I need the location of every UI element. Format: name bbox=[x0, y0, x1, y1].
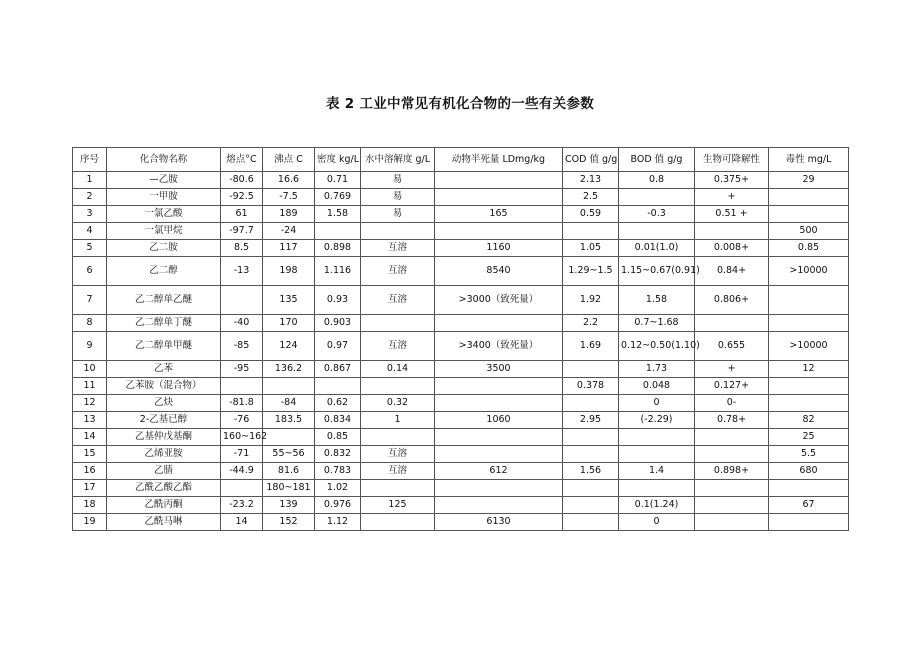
cell-density: 0.93 bbox=[315, 286, 361, 315]
cell-bod: 1.15~0.67(0.91) bbox=[619, 257, 695, 286]
table-row bbox=[73, 412, 849, 429]
cell-boiling-point: -24 bbox=[263, 223, 315, 240]
cell-bod: 0.12~0.50(1.10) bbox=[619, 332, 695, 361]
cell-index: 3 bbox=[73, 206, 107, 223]
cell-cod: 1.29~1.5 bbox=[563, 257, 619, 286]
cell-water-solubility bbox=[361, 223, 435, 240]
cell-bod: 0.1(1.24) bbox=[619, 497, 695, 514]
cell-compound-name: 乙酰马啉 bbox=[107, 514, 221, 531]
cell-ld50: >3000（致死量） bbox=[435, 286, 563, 315]
cell-index: 7 bbox=[73, 286, 107, 315]
cell-biodegradability: 0.008+ bbox=[695, 240, 769, 257]
cell-cod bbox=[563, 395, 619, 412]
cell-compound-name: 乙二醇单丁醚 bbox=[107, 315, 221, 332]
cell-cod: 1.05 bbox=[563, 240, 619, 257]
cell-index: 9 bbox=[73, 332, 107, 361]
cell-toxicity: 67 bbox=[769, 497, 849, 514]
cell-index: 5 bbox=[73, 240, 107, 257]
cell-ld50: 3500 bbox=[435, 361, 563, 378]
header-compound-name: 化合物名称 bbox=[107, 148, 221, 172]
cell-cod: 2.13 bbox=[563, 172, 619, 189]
cell-melting-point bbox=[221, 378, 263, 395]
cell-toxicity bbox=[769, 395, 849, 412]
cell-ld50 bbox=[435, 395, 563, 412]
cell-melting-point: 8.5 bbox=[221, 240, 263, 257]
cell-melting-point: -44.9 bbox=[221, 463, 263, 480]
cell-bod: -0.3 bbox=[619, 206, 695, 223]
cell-ld50 bbox=[435, 497, 563, 514]
cell-compound-name: 乙苯 bbox=[107, 361, 221, 378]
cell-index: 13 bbox=[73, 412, 107, 429]
cell-biodegradability bbox=[695, 514, 769, 531]
table-row bbox=[73, 395, 849, 412]
cell-toxicity bbox=[769, 480, 849, 497]
cell-boiling-point: 16.6 bbox=[263, 172, 315, 189]
cell-toxicity: 25 bbox=[769, 429, 849, 446]
cell-ld50 bbox=[435, 315, 563, 332]
cell-bod: 0 bbox=[619, 514, 695, 531]
cell-water-solubility: 0.14 bbox=[361, 361, 435, 378]
cell-density: 0.769 bbox=[315, 189, 361, 206]
cell-index: 18 bbox=[73, 497, 107, 514]
cell-boiling-point: 152 bbox=[263, 514, 315, 531]
cell-density: 0.834 bbox=[315, 412, 361, 429]
cell-cod bbox=[563, 361, 619, 378]
cell-water-solubility bbox=[361, 480, 435, 497]
cell-compound-name: 乙腈 bbox=[107, 463, 221, 480]
cell-biodegradability bbox=[695, 429, 769, 446]
cell-water-solubility: 易 bbox=[361, 206, 435, 223]
cell-bod: 1.73 bbox=[619, 361, 695, 378]
cell-water-solubility bbox=[361, 514, 435, 531]
cell-cod bbox=[563, 223, 619, 240]
cell-index: 14 bbox=[73, 429, 107, 446]
table-row bbox=[73, 429, 849, 446]
cell-biodegradability bbox=[695, 315, 769, 332]
cell-boiling-point: 189 bbox=[263, 206, 315, 223]
cell-boiling-point bbox=[263, 429, 315, 446]
cell-toxicity: 29 bbox=[769, 172, 849, 189]
header-boiling-point: 沸点 C bbox=[263, 148, 315, 172]
table-row bbox=[73, 240, 849, 257]
cell-boiling-point: 124 bbox=[263, 332, 315, 361]
cell-index: 2 bbox=[73, 189, 107, 206]
cell-bod: 0.01(1.0) bbox=[619, 240, 695, 257]
cell-density bbox=[315, 378, 361, 395]
cell-bod bbox=[619, 480, 695, 497]
cell-melting-point: 61 bbox=[221, 206, 263, 223]
cell-compound-name: —乙胺 bbox=[107, 172, 221, 189]
cell-index: 17 bbox=[73, 480, 107, 497]
cell-cod: 0.378 bbox=[563, 378, 619, 395]
cell-index: 11 bbox=[73, 378, 107, 395]
cell-compound-name: 乙基仲戊基酮 bbox=[107, 429, 221, 446]
cell-biodegradability: 0- bbox=[695, 395, 769, 412]
cell-cod: 0.59 bbox=[563, 206, 619, 223]
cell-cod: 1.69 bbox=[563, 332, 619, 361]
cell-density: 1.58 bbox=[315, 206, 361, 223]
cell-water-solubility: 互溶 bbox=[361, 332, 435, 361]
cell-density: 0.783 bbox=[315, 463, 361, 480]
header-row bbox=[73, 148, 849, 172]
table-row bbox=[73, 514, 849, 531]
cell-compound-name: 2-乙基已醇 bbox=[107, 412, 221, 429]
cell-bod: 1.58 bbox=[619, 286, 695, 315]
cell-melting-point: -40 bbox=[221, 315, 263, 332]
cell-bod: 1.4 bbox=[619, 463, 695, 480]
cell-compound-name: 一氯乙酸 bbox=[107, 206, 221, 223]
cell-density: 0.832 bbox=[315, 446, 361, 463]
cell-biodegradability: 0.127+ bbox=[695, 378, 769, 395]
cell-ld50: 1160 bbox=[435, 240, 563, 257]
cell-toxicity bbox=[769, 206, 849, 223]
cell-compound-name: 乙二醇 bbox=[107, 257, 221, 286]
cell-compound-name: 乙炔 bbox=[107, 395, 221, 412]
cell-biodegradability: 0.655 bbox=[695, 332, 769, 361]
cell-ld50 bbox=[435, 172, 563, 189]
cell-bod bbox=[619, 223, 695, 240]
cell-toxicity: 0.85 bbox=[769, 240, 849, 257]
cell-density: 0.903 bbox=[315, 315, 361, 332]
cell-cod bbox=[563, 497, 619, 514]
cell-water-solubility: 互溶 bbox=[361, 240, 435, 257]
cell-cod: 2.95 bbox=[563, 412, 619, 429]
cell-bod: 0.7~1.68 bbox=[619, 315, 695, 332]
cell-boiling-point: -84 bbox=[263, 395, 315, 412]
cell-bod bbox=[619, 189, 695, 206]
cell-compound-name: 乙二醇单甲醚 bbox=[107, 332, 221, 361]
cell-melting-point: -97.7 bbox=[221, 223, 263, 240]
cell-toxicity bbox=[769, 514, 849, 531]
cell-biodegradability: 0.375+ bbox=[695, 172, 769, 189]
cell-melting-point: -95 bbox=[221, 361, 263, 378]
cell-ld50 bbox=[435, 429, 563, 446]
cell-boiling-point: 183.5 bbox=[263, 412, 315, 429]
cell-bod: 0.048 bbox=[619, 378, 695, 395]
cell-density bbox=[315, 223, 361, 240]
table-row bbox=[73, 480, 849, 497]
table-row bbox=[73, 361, 849, 378]
cell-toxicity: 500 bbox=[769, 223, 849, 240]
cell-biodegradability bbox=[695, 223, 769, 240]
cell-toxicity: 82 bbox=[769, 412, 849, 429]
table-row bbox=[73, 332, 849, 361]
cell-water-solubility: 互溶 bbox=[361, 257, 435, 286]
compound-table bbox=[72, 147, 849, 531]
header-index: 序号 bbox=[73, 148, 107, 172]
cell-cod: 1.92 bbox=[563, 286, 619, 315]
cell-toxicity: 680 bbox=[769, 463, 849, 480]
cell-toxicity bbox=[769, 286, 849, 315]
cell-density: 0.71 bbox=[315, 172, 361, 189]
header-density: 密度 kg/L bbox=[315, 148, 361, 172]
cell-water-solubility: 互溶 bbox=[361, 463, 435, 480]
cell-melting-point: -23.2 bbox=[221, 497, 263, 514]
table-row bbox=[73, 446, 849, 463]
cell-bod bbox=[619, 429, 695, 446]
cell-biodegradability: 0.898+ bbox=[695, 463, 769, 480]
cell-density: 1.02 bbox=[315, 480, 361, 497]
cell-boiling-point: 135 bbox=[263, 286, 315, 315]
cell-index: 12 bbox=[73, 395, 107, 412]
cell-biodegradability: + bbox=[695, 361, 769, 378]
cell-index: 19 bbox=[73, 514, 107, 531]
cell-boiling-point: 180~181 bbox=[263, 480, 315, 497]
cell-water-solubility: 互溶 bbox=[361, 446, 435, 463]
cell-cod: 1.56 bbox=[563, 463, 619, 480]
cell-density: 0.898 bbox=[315, 240, 361, 257]
cell-bod: 0.8 bbox=[619, 172, 695, 189]
cell-cod: 2.2 bbox=[563, 315, 619, 332]
cell-water-solubility: 0.32 bbox=[361, 395, 435, 412]
cell-melting-point: -85 bbox=[221, 332, 263, 361]
cell-compound-name: 乙二胺 bbox=[107, 240, 221, 257]
cell-ld50: 6130 bbox=[435, 514, 563, 531]
header-toxicity: 毒性 mg/L bbox=[769, 148, 849, 172]
cell-water-solubility: 125 bbox=[361, 497, 435, 514]
cell-boiling-point: 198 bbox=[263, 257, 315, 286]
cell-ld50: 1060 bbox=[435, 412, 563, 429]
cell-cod bbox=[563, 480, 619, 497]
cell-water-solubility bbox=[361, 315, 435, 332]
cell-ld50 bbox=[435, 189, 563, 206]
cell-water-solubility: 1 bbox=[361, 412, 435, 429]
cell-melting-point: -76 bbox=[221, 412, 263, 429]
cell-toxicity bbox=[769, 315, 849, 332]
cell-density: 0.62 bbox=[315, 395, 361, 412]
cell-water-solubility bbox=[361, 378, 435, 395]
table-title: 表 2 工业中常见有机化合物的一些有关参数 bbox=[325, 96, 595, 112]
cell-biodegradability: 0.806+ bbox=[695, 286, 769, 315]
header-ld50: 动物半死量 LDmg/kg bbox=[435, 148, 563, 172]
cell-biodegradability: + bbox=[695, 189, 769, 206]
cell-melting-point: -71 bbox=[221, 446, 263, 463]
table-row bbox=[73, 463, 849, 480]
cell-melting-point: -80.6 bbox=[221, 172, 263, 189]
cell-density: 1.116 bbox=[315, 257, 361, 286]
cell-melting-point: 14 bbox=[221, 514, 263, 531]
cell-biodegradability: 0.84+ bbox=[695, 257, 769, 286]
cell-water-solubility bbox=[361, 429, 435, 446]
cell-compound-name: 乙烯亚胺 bbox=[107, 446, 221, 463]
cell-boiling-point: 55~56 bbox=[263, 446, 315, 463]
cell-index: 6 bbox=[73, 257, 107, 286]
cell-melting-point bbox=[221, 286, 263, 315]
cell-biodegradability bbox=[695, 497, 769, 514]
table-row bbox=[73, 378, 849, 395]
cell-bod: 0 bbox=[619, 395, 695, 412]
cell-cod bbox=[563, 429, 619, 446]
cell-compound-name: 乙酰丙酮 bbox=[107, 497, 221, 514]
cell-water-solubility: 互溶 bbox=[361, 286, 435, 315]
cell-biodegradability bbox=[695, 446, 769, 463]
cell-ld50: >3400（致死量） bbox=[435, 332, 563, 361]
cell-index: 1 bbox=[73, 172, 107, 189]
cell-cod bbox=[563, 446, 619, 463]
cell-cod bbox=[563, 514, 619, 531]
cell-biodegradability: 0.51 + bbox=[695, 206, 769, 223]
cell-density: 1.12 bbox=[315, 514, 361, 531]
header-biodegradability: 生物可降解性 bbox=[695, 148, 769, 172]
cell-melting-point: -13 bbox=[221, 257, 263, 286]
cell-ld50: 612 bbox=[435, 463, 563, 480]
cell-density: 0.867 bbox=[315, 361, 361, 378]
cell-compound-name: 乙二醇单乙醚 bbox=[107, 286, 221, 315]
cell-water-solubility: 易 bbox=[361, 172, 435, 189]
cell-ld50 bbox=[435, 480, 563, 497]
cell-toxicity: 5.5 bbox=[769, 446, 849, 463]
header-melting-point: 熔点°C bbox=[221, 148, 263, 172]
table-row bbox=[73, 315, 849, 332]
cell-biodegradability bbox=[695, 480, 769, 497]
cell-bod bbox=[619, 446, 695, 463]
cell-biodegradability: 0.78+ bbox=[695, 412, 769, 429]
cell-ld50 bbox=[435, 378, 563, 395]
cell-toxicity: >10000 bbox=[769, 332, 849, 361]
cell-density: 0.85 bbox=[315, 429, 361, 446]
cell-melting-point bbox=[221, 480, 263, 497]
cell-melting-point: 160~162 bbox=[221, 429, 263, 446]
cell-ld50: 8540 bbox=[435, 257, 563, 286]
cell-toxicity: >10000 bbox=[769, 257, 849, 286]
cell-ld50: 165 bbox=[435, 206, 563, 223]
header-water-solubility: 水中溶解度 g/L bbox=[361, 148, 435, 172]
cell-index: 4 bbox=[73, 223, 107, 240]
cell-boiling-point: 170 bbox=[263, 315, 315, 332]
cell-melting-point: -92.5 bbox=[221, 189, 263, 206]
cell-index: 8 bbox=[73, 315, 107, 332]
cell-toxicity: 12 bbox=[769, 361, 849, 378]
cell-compound-name: 乙苯胺（混合物） bbox=[107, 378, 221, 395]
cell-index: 15 bbox=[73, 446, 107, 463]
cell-density: 0.976 bbox=[315, 497, 361, 514]
table-row bbox=[73, 189, 849, 206]
cell-toxicity bbox=[769, 189, 849, 206]
cell-melting-point: -81.8 bbox=[221, 395, 263, 412]
cell-bod: (-2.29) bbox=[619, 412, 695, 429]
table-row bbox=[73, 223, 849, 240]
cell-density: 0.97 bbox=[315, 332, 361, 361]
cell-index: 10 bbox=[73, 361, 107, 378]
cell-boiling-point: 117 bbox=[263, 240, 315, 257]
cell-boiling-point: 81.6 bbox=[263, 463, 315, 480]
cell-compound-name: 乙酰乙酸乙酯 bbox=[107, 480, 221, 497]
header-bod: BOD 值 g/g bbox=[619, 148, 695, 172]
cell-ld50 bbox=[435, 446, 563, 463]
header-cod: COD 值 g/g bbox=[563, 148, 619, 172]
cell-boiling-point bbox=[263, 378, 315, 395]
cell-boiling-point: 139 bbox=[263, 497, 315, 514]
cell-index: 16 bbox=[73, 463, 107, 480]
cell-compound-name: 一甲胺 bbox=[107, 189, 221, 206]
table-row bbox=[73, 172, 849, 189]
cell-boiling-point: 136.2 bbox=[263, 361, 315, 378]
cell-ld50 bbox=[435, 223, 563, 240]
cell-boiling-point: -7.5 bbox=[263, 189, 315, 206]
table-row bbox=[73, 257, 849, 286]
cell-water-solubility: 易 bbox=[361, 189, 435, 206]
table-row bbox=[73, 497, 849, 514]
table-row bbox=[73, 286, 849, 315]
cell-compound-name: 一氯甲烷 bbox=[107, 223, 221, 240]
table-row bbox=[73, 206, 849, 223]
cell-cod: 2.5 bbox=[563, 189, 619, 206]
cell-toxicity bbox=[769, 378, 849, 395]
